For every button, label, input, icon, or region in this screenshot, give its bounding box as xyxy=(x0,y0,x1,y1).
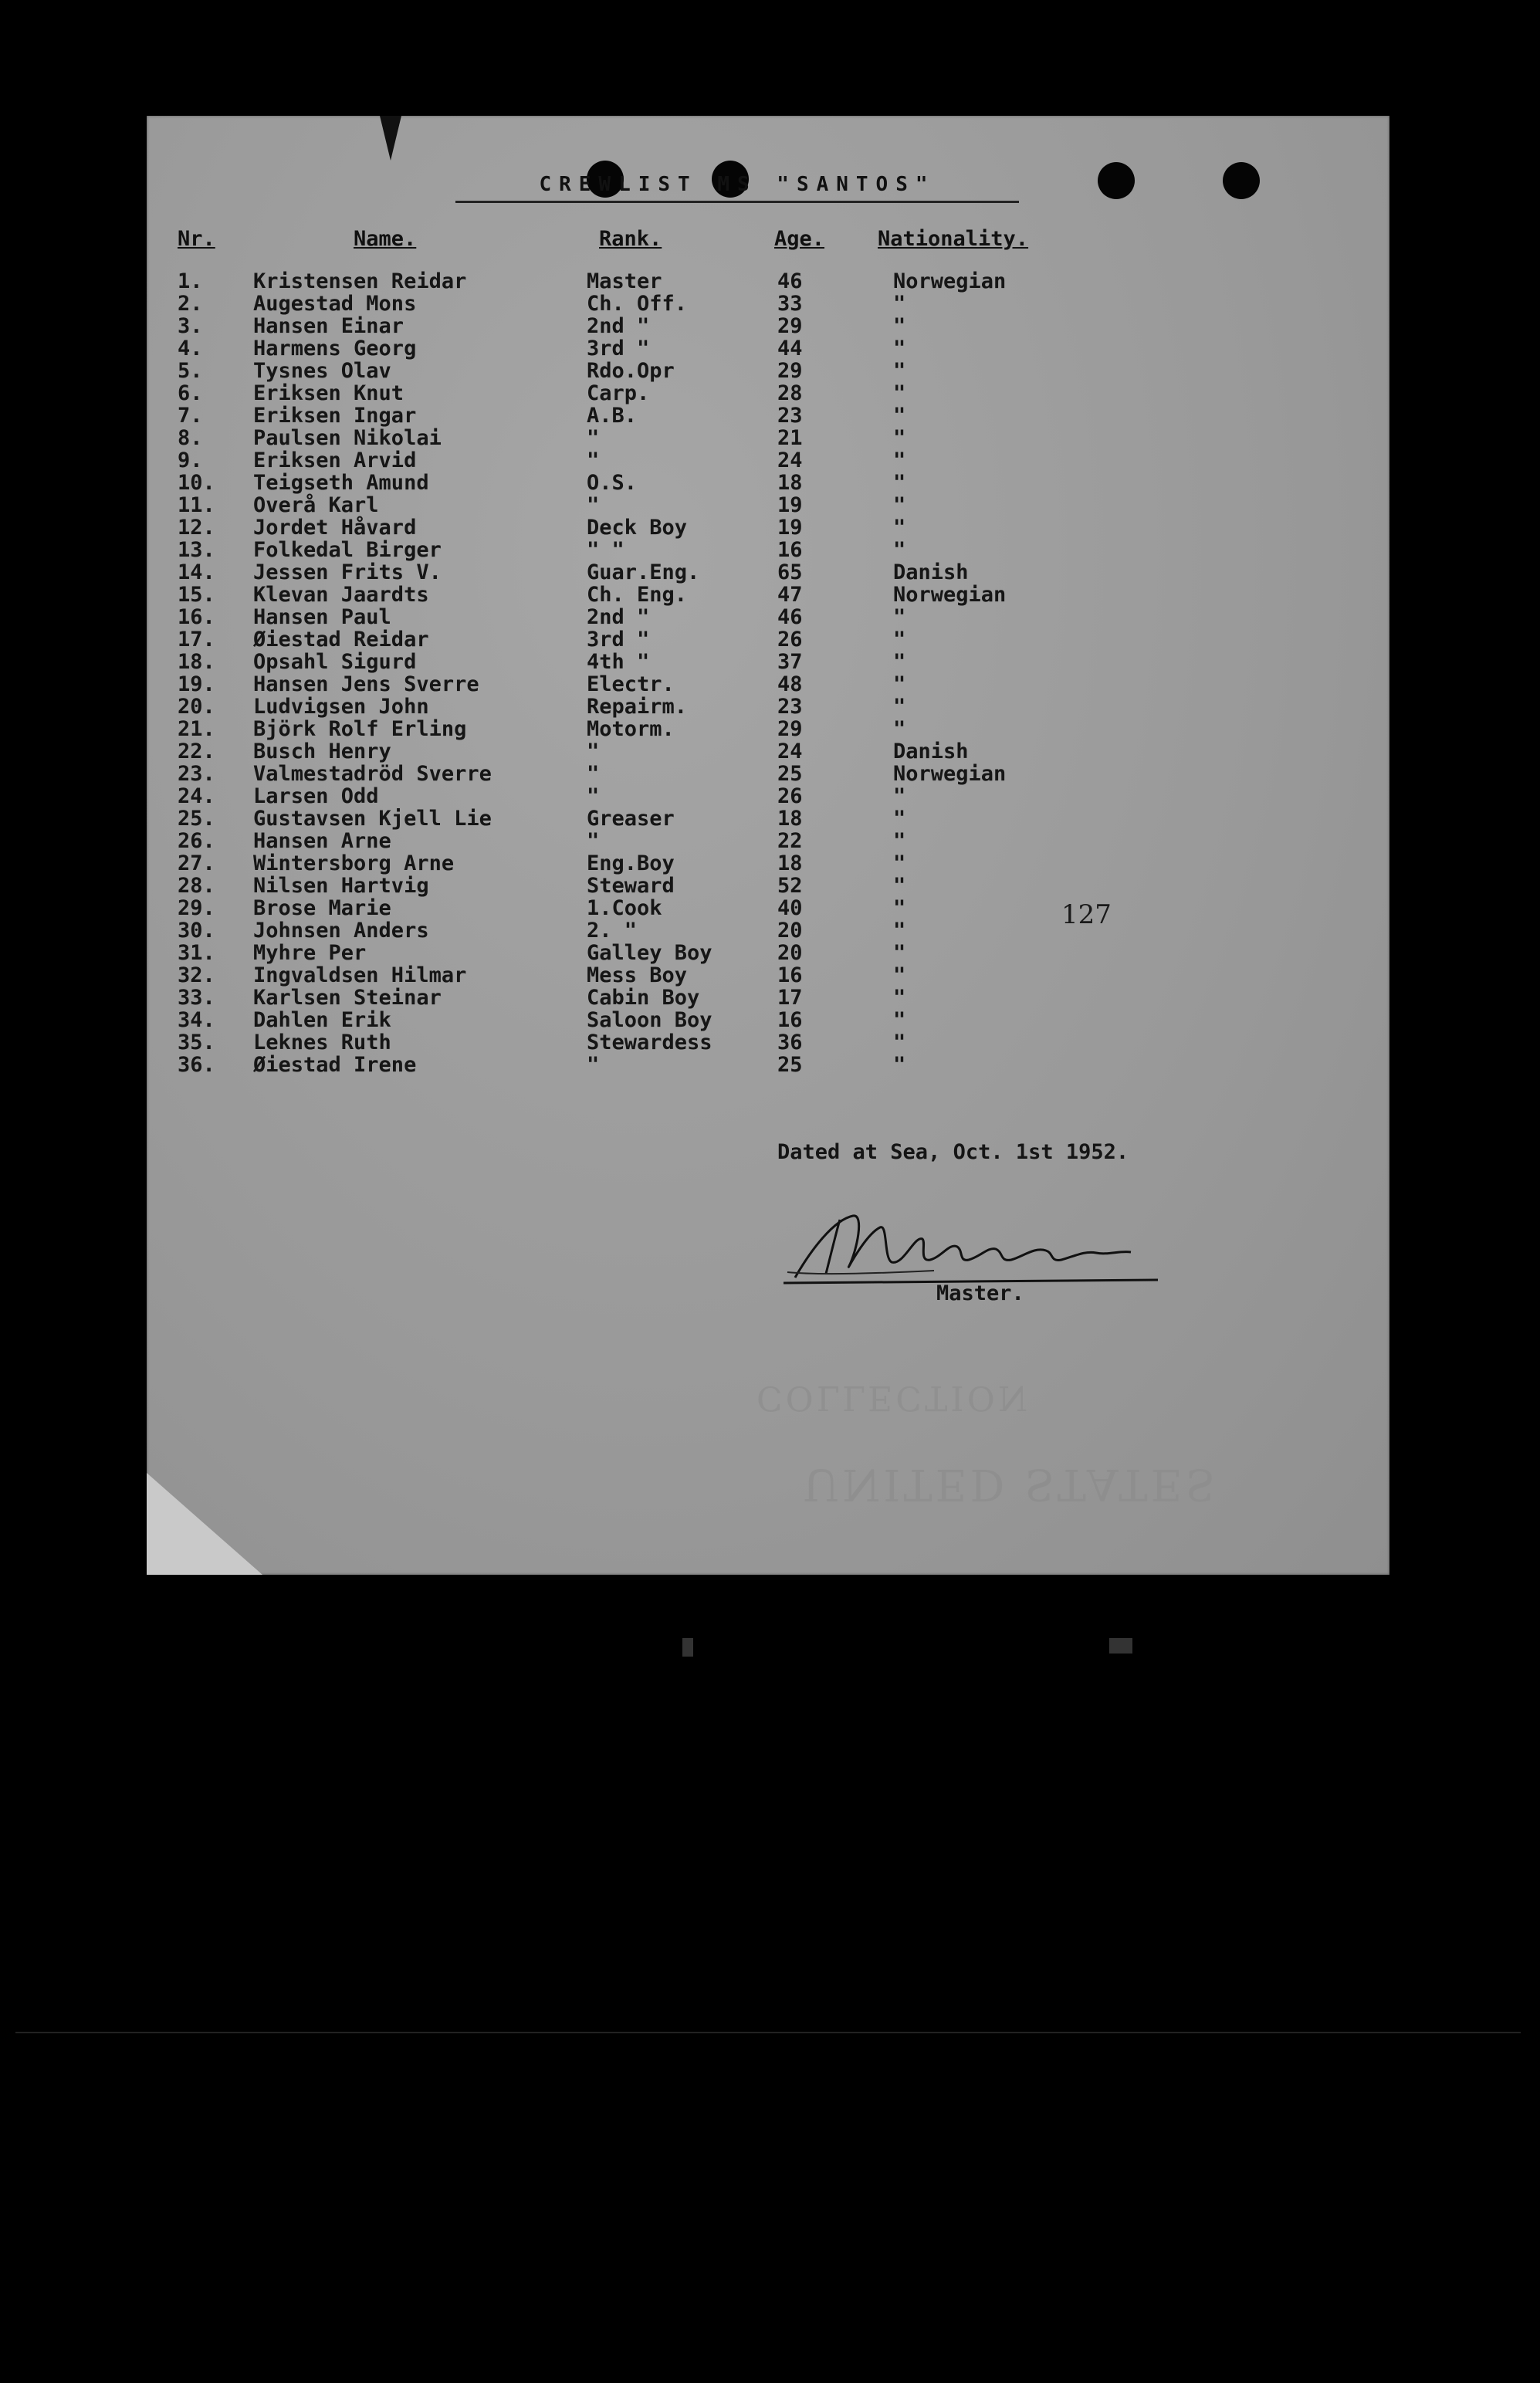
crew-nr: 17. xyxy=(178,628,215,652)
crew-row xyxy=(147,964,1389,987)
crew-nationality: " xyxy=(893,516,906,540)
crew-name: Øiestad Irene xyxy=(253,1053,417,1077)
crew-nationality: " xyxy=(893,359,906,383)
crew-age: 20 xyxy=(777,919,803,943)
crew-row xyxy=(147,987,1389,1009)
crew-age: 16 xyxy=(777,538,803,562)
crew-nationality: " xyxy=(893,919,906,943)
crew-name: Kristensen Reidar xyxy=(253,269,467,293)
crew-name: Leknes Ruth xyxy=(253,1031,391,1054)
crew-age: 47 xyxy=(777,583,803,607)
crew-row xyxy=(147,696,1389,718)
crew-age: 22 xyxy=(777,829,803,853)
crew-nationality: " xyxy=(893,381,906,405)
crew-nr: 4. xyxy=(178,337,203,360)
crew-age: 18 xyxy=(777,851,803,875)
scan-line xyxy=(15,2032,1521,2033)
crew-nr: 34. xyxy=(178,1008,215,1032)
crew-rank: " xyxy=(587,784,600,808)
crew-nationality: " xyxy=(893,493,906,517)
crew-name: Hansen Arne xyxy=(253,829,391,853)
crew-row xyxy=(147,830,1389,852)
crew-name: Jessen Frits V. xyxy=(253,560,442,584)
crew-age: 29 xyxy=(777,314,803,338)
crew-age: 26 xyxy=(777,628,803,652)
crew-rank: Rdo.Opr xyxy=(587,359,675,383)
crew-rank: Ch. Eng. xyxy=(587,583,688,607)
crew-row xyxy=(147,785,1389,807)
crew-nr: 16. xyxy=(178,605,215,629)
crew-nr: 33. xyxy=(178,986,215,1010)
crew-row xyxy=(147,897,1389,919)
crew-nr: 27. xyxy=(178,851,215,875)
crew-row xyxy=(147,852,1389,875)
crew-row xyxy=(147,539,1389,561)
crew-nationality: " xyxy=(893,314,906,338)
crew-row xyxy=(147,449,1389,472)
crew-table xyxy=(147,270,1389,1076)
scan-speck xyxy=(682,1638,693,1657)
crew-age: 29 xyxy=(777,717,803,741)
crew-name: Nilsen Hartvig xyxy=(253,874,429,898)
crew-nr: 5. xyxy=(178,359,203,383)
crew-nationality: " xyxy=(893,605,906,629)
crew-nr: 24. xyxy=(178,784,215,808)
crew-row xyxy=(147,427,1389,449)
crew-age: 19 xyxy=(777,493,803,517)
crew-rank: O.S. xyxy=(587,471,638,495)
crew-nr: 35. xyxy=(178,1031,215,1054)
crew-nr: 26. xyxy=(178,829,215,853)
crew-rank: Steward xyxy=(587,874,675,898)
crew-rank: Mess Boy xyxy=(587,963,688,987)
crew-nr: 21. xyxy=(178,717,215,741)
crew-age: 16 xyxy=(777,1008,803,1032)
crew-age: 19 xyxy=(777,516,803,540)
crew-nationality: " xyxy=(893,717,906,741)
crew-nr: 32. xyxy=(178,963,215,987)
crew-list-title: CREWLIST MS "SANTOS" xyxy=(455,173,1019,203)
crew-rank: " xyxy=(587,449,600,472)
crew-age: 17 xyxy=(777,986,803,1010)
crew-row xyxy=(147,628,1389,651)
crew-rank: Cabin Boy xyxy=(587,986,700,1010)
crew-age: 37 xyxy=(777,650,803,674)
crew-row xyxy=(147,382,1389,405)
crew-name: Klevan Jaardts xyxy=(253,583,429,607)
crew-nationality: Danish xyxy=(893,740,969,763)
crew-nationality: " xyxy=(893,986,906,1010)
crew-row xyxy=(147,919,1389,942)
crew-rank: 1.Cook xyxy=(587,896,662,920)
crew-nr: 9. xyxy=(178,449,203,472)
crew-age: 25 xyxy=(777,1053,803,1077)
crew-rank: A.B. xyxy=(587,404,638,428)
crew-row xyxy=(147,561,1389,584)
crew-name: Gustavsen Kjell Lie xyxy=(253,807,492,831)
crew-age: 36 xyxy=(777,1031,803,1054)
crew-age: 44 xyxy=(777,337,803,360)
crew-name: Paulsen Nikolai xyxy=(253,426,442,450)
crew-rank: Ch. Off. xyxy=(587,292,688,316)
crew-name: Eriksen Arvid xyxy=(253,449,417,472)
bleed-through-text: UNITED STATES xyxy=(803,1459,1218,1509)
crew-rank: " xyxy=(587,740,600,763)
crew-age: 26 xyxy=(777,784,803,808)
punch-hole xyxy=(1098,162,1135,199)
crew-nr: 18. xyxy=(178,650,215,674)
header-nationality: Nationality. xyxy=(878,227,1029,251)
crew-nationality: Norwegian xyxy=(893,269,1007,293)
crew-rank: Saloon Boy xyxy=(587,1008,712,1032)
crew-rank: " xyxy=(587,493,600,517)
crew-nationality: " xyxy=(893,963,906,987)
crew-nr: 29. xyxy=(178,896,215,920)
crew-nationality: " xyxy=(893,851,906,875)
crew-name: Björk Rolf Erling xyxy=(253,717,467,741)
crew-rank: Greaser xyxy=(587,807,675,831)
crew-row xyxy=(147,1031,1389,1054)
crew-name: Tysnes Olav xyxy=(253,359,391,383)
crew-age: 40 xyxy=(777,896,803,920)
punch-hole xyxy=(1223,162,1260,199)
crew-nr: 28. xyxy=(178,874,215,898)
header-nr: Nr. xyxy=(178,227,215,251)
crew-name: Eriksen Knut xyxy=(253,381,404,405)
crew-rank: Motorm. xyxy=(587,717,675,741)
crew-rank: Deck Boy xyxy=(587,516,688,540)
crew-nationality: " xyxy=(893,807,906,831)
crew-rank: 4th " xyxy=(587,650,650,674)
crew-name: Dahlen Erik xyxy=(253,1008,391,1032)
crew-nr: 30. xyxy=(178,919,215,943)
crew-age: 46 xyxy=(777,605,803,629)
crew-row xyxy=(147,494,1389,516)
crew-nr: 19. xyxy=(178,672,215,696)
crew-nationality: " xyxy=(893,672,906,696)
crew-age: 52 xyxy=(777,874,803,898)
crew-nationality: " xyxy=(893,874,906,898)
crew-name: Folkedal Birger xyxy=(253,538,442,562)
crew-row xyxy=(147,718,1389,740)
master-signature xyxy=(780,1204,1166,1289)
crew-name: Eriksen Ingar xyxy=(253,404,417,428)
crew-nationality: Norwegian xyxy=(893,583,1007,607)
crew-rank: Carp. xyxy=(587,381,650,405)
crew-name: Jordet Håvard xyxy=(253,516,417,540)
crew-age: 33 xyxy=(777,292,803,316)
signature-role: Master. xyxy=(936,1281,1024,1305)
crew-age: 25 xyxy=(777,762,803,786)
crew-row xyxy=(147,337,1389,360)
crew-age: 65 xyxy=(777,560,803,584)
crew-row xyxy=(147,763,1389,785)
dated-line: Dated at Sea, Oct. 1st 1952. xyxy=(777,1140,1129,1164)
crew-nationality: " xyxy=(893,650,906,674)
crew-name: Overå Karl xyxy=(253,493,379,517)
crew-name: Hansen Einar xyxy=(253,314,404,338)
crew-row xyxy=(147,740,1389,763)
crew-name: Myhre Per xyxy=(253,941,367,965)
crew-nationality: " xyxy=(893,538,906,562)
crew-name: Ludvigsen John xyxy=(253,695,429,719)
crew-nr: 20. xyxy=(178,695,215,719)
crew-nationality: " xyxy=(893,404,906,428)
crew-age: 24 xyxy=(777,449,803,472)
crew-rank: 3rd " xyxy=(587,628,650,652)
crew-age: 23 xyxy=(777,404,803,428)
crew-nr: 7. xyxy=(178,404,203,428)
scan-speck xyxy=(1109,1638,1132,1654)
crew-nr: 14. xyxy=(178,560,215,584)
crew-row xyxy=(147,516,1389,539)
crew-nationality: " xyxy=(893,695,906,719)
crew-rank: 2nd " xyxy=(587,314,650,338)
crew-nationality: " xyxy=(893,449,906,472)
crew-name: Busch Henry xyxy=(253,740,391,763)
folded-corner xyxy=(147,1473,262,1575)
crew-nationality: " xyxy=(893,1053,906,1077)
crew-name: Johnsen Anders xyxy=(253,919,429,943)
crew-age: 21 xyxy=(777,426,803,450)
crew-nr: 36. xyxy=(178,1053,215,1077)
crew-nationality: " xyxy=(893,941,906,965)
crew-row xyxy=(147,606,1389,628)
crew-name: Teigseth Amund xyxy=(253,471,429,495)
crew-nationality: Danish xyxy=(893,560,969,584)
crew-row xyxy=(147,293,1389,315)
torn-notch xyxy=(380,116,401,161)
crew-rank: Master xyxy=(587,269,662,293)
crew-nr: 8. xyxy=(178,426,203,450)
crew-rank: " " xyxy=(587,538,624,562)
crew-row xyxy=(147,315,1389,337)
crew-nr: 6. xyxy=(178,381,203,405)
crew-name: Valmestadröd Sverre xyxy=(253,762,492,786)
crew-name: Augestad Mons xyxy=(253,292,417,316)
crew-rank: Galley Boy xyxy=(587,941,712,965)
crew-row xyxy=(147,673,1389,696)
crew-nr: 15. xyxy=(178,583,215,607)
crew-nationality: " xyxy=(893,784,906,808)
crew-row xyxy=(147,651,1389,673)
crew-row xyxy=(147,405,1389,427)
crew-age: 20 xyxy=(777,941,803,965)
crew-nr: 25. xyxy=(178,807,215,831)
crew-rank: " xyxy=(587,829,600,853)
crew-rank: Eng.Boy xyxy=(587,851,675,875)
header-age: Age. xyxy=(774,227,825,251)
crew-nationality: " xyxy=(893,292,906,316)
crew-nationality: " xyxy=(893,337,906,360)
crew-nr: 12. xyxy=(178,516,215,540)
crew-name: Karlsen Steinar xyxy=(253,986,442,1010)
crew-nr: 1. xyxy=(178,269,203,293)
crew-nationality: Norwegian xyxy=(893,762,1007,786)
crew-row xyxy=(147,472,1389,494)
crew-nr: 10. xyxy=(178,471,215,495)
crew-row xyxy=(147,1054,1389,1076)
crew-nationality: " xyxy=(893,426,906,450)
crew-nr: 31. xyxy=(178,941,215,965)
crew-rank: 3rd " xyxy=(587,337,650,360)
crew-row xyxy=(147,584,1389,606)
crew-nr: 23. xyxy=(178,762,215,786)
crew-age: 23 xyxy=(777,695,803,719)
crew-nr: 3. xyxy=(178,314,203,338)
page-number: 127 xyxy=(1061,899,1112,930)
crew-rank: 2. " xyxy=(587,919,638,943)
crew-age: 29 xyxy=(777,359,803,383)
crew-row xyxy=(147,807,1389,830)
crew-nationality: " xyxy=(893,1008,906,1032)
crew-name: Larsen Odd xyxy=(253,784,379,808)
crew-nr: 11. xyxy=(178,493,215,517)
crew-name: Brose Marie xyxy=(253,896,391,920)
crew-row xyxy=(147,875,1389,897)
crew-age: 18 xyxy=(777,471,803,495)
header-name: Name. xyxy=(354,227,417,251)
crew-row xyxy=(147,360,1389,382)
crew-nationality: " xyxy=(893,471,906,495)
crew-name: Ingvaldsen Hilmar xyxy=(253,963,467,987)
crew-age: 24 xyxy=(777,740,803,763)
crew-age: 48 xyxy=(777,672,803,696)
crew-age: 16 xyxy=(777,963,803,987)
crew-rank: " xyxy=(587,426,600,450)
crew-nationality: " xyxy=(893,628,906,652)
crew-nr: 2. xyxy=(178,292,203,316)
crew-age: 28 xyxy=(777,381,803,405)
crew-rank: Guar.Eng. xyxy=(587,560,700,584)
crew-row xyxy=(147,270,1389,293)
bleed-through-text: COLLECTION xyxy=(756,1378,1031,1417)
crew-name: Opsahl Sigurd xyxy=(253,650,417,674)
crew-nr: 13. xyxy=(178,538,215,562)
crew-name: Øiestad Reidar xyxy=(253,628,429,652)
crew-row xyxy=(147,942,1389,964)
crew-name: Hansen Paul xyxy=(253,605,391,629)
crew-rank: Repairm. xyxy=(587,695,688,719)
crew-name: Wintersborg Arne xyxy=(253,851,455,875)
crew-nationality: " xyxy=(893,829,906,853)
crew-name: Harmens Georg xyxy=(253,337,417,360)
crew-rank: 2nd " xyxy=(587,605,650,629)
crew-nationality: " xyxy=(893,1031,906,1054)
crew-rank: " xyxy=(587,762,600,786)
crew-age: 46 xyxy=(777,269,803,293)
crew-row xyxy=(147,1009,1389,1031)
crew-nationality: " xyxy=(893,896,906,920)
crew-rank: Electr. xyxy=(587,672,675,696)
header-rank: Rank. xyxy=(599,227,662,251)
crew-name: Hansen Jens Sverre xyxy=(253,672,479,696)
crew-age: 18 xyxy=(777,807,803,831)
crew-rank: " xyxy=(587,1053,600,1077)
crew-rank: Stewardess xyxy=(587,1031,712,1054)
crew-nr: 22. xyxy=(178,740,215,763)
